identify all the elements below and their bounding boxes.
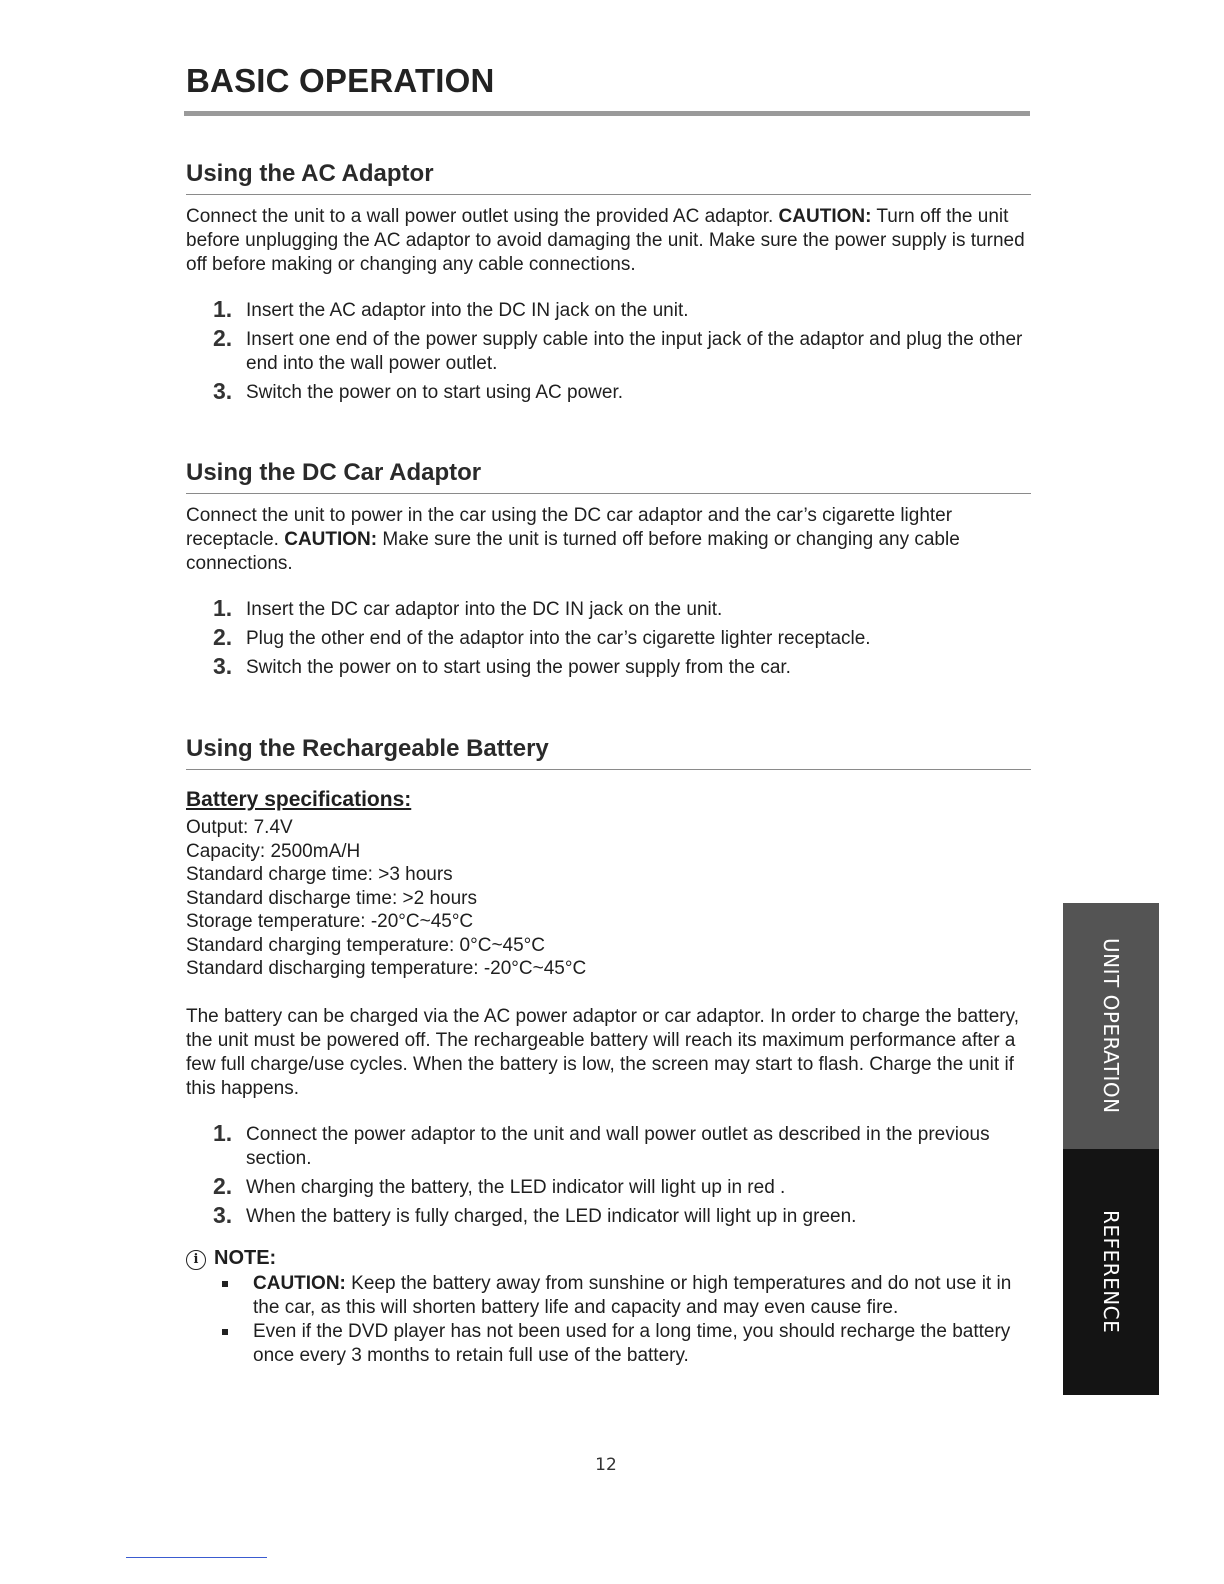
note-caution-label: CAUTION: xyxy=(253,1272,346,1294)
list-item xyxy=(186,1201,1031,1229)
title-rule xyxy=(184,111,1030,116)
step-number: 1. xyxy=(213,595,233,621)
side-tab-label: REFERENCE xyxy=(1099,1210,1123,1334)
section-ac-adaptor xyxy=(186,160,1031,410)
list-item xyxy=(186,1119,1031,1171)
note-heading xyxy=(186,1247,1031,1270)
battery-paragraph: The battery can be charged via the AC power adaptor or car adaptor. In order to charge the battery, the unit must be powered off. The rechargeable battery will reach its maximum performance after a few full charge/use cycles. When the battery is low, the screen may start to flash. Charge the unit if this happens. xyxy=(186,1005,1019,1099)
side-tab-unit-operation[interactable] xyxy=(1063,903,1159,1149)
step-text: Insert one end of the power supply cable into the input jack of the adaptor and plug the other end into the wall power outlet. xyxy=(246,329,1023,374)
ac-steps xyxy=(186,296,1031,405)
list-item xyxy=(186,1320,1031,1368)
step-text: When the battery is fully charged, the LED indicator will light up in green. xyxy=(246,1205,857,1227)
spec-discharge-time: Standard discharge time: >2 hours xyxy=(186,887,477,909)
section-heading-dc: Using the DC Car Adaptor xyxy=(186,459,1031,494)
step-text: Switch the power on to start using AC power. xyxy=(246,382,624,403)
list-item xyxy=(186,1172,1031,1200)
spec-charging-temperature: Standard charging temperature: 0°C~45°C xyxy=(186,934,545,956)
ac-caution-label: CAUTION: xyxy=(778,206,872,227)
section-dc-car-adaptor xyxy=(186,459,1031,685)
side-tab-label: UNIT OPERATION xyxy=(1099,938,1123,1114)
dc-intro xyxy=(186,504,1031,576)
step-text: Plug the other end of the adaptor into the car’s cigarette lighter receptacle. xyxy=(246,628,871,649)
ac-intro xyxy=(186,205,1031,277)
step-text: When charging the battery, the LED indicator will light up in red . xyxy=(246,1176,786,1198)
step-text: Insert the DC car adaptor into the DC IN jack on the unit. xyxy=(246,599,723,620)
list-item xyxy=(186,325,1031,376)
step-number: 1. xyxy=(213,296,233,322)
dc-caution-label: CAUTION: xyxy=(284,529,378,550)
dc-steps xyxy=(186,595,1031,680)
list-item xyxy=(186,624,1031,651)
info-icon: i xyxy=(186,1250,206,1270)
ac-intro-text: Connect the unit to a wall power outlet using the provided AC adaptor. xyxy=(186,206,779,227)
step-number: 3. xyxy=(213,1201,233,1228)
step-number: 3. xyxy=(213,378,233,404)
spec-storage-temperature: Storage temperature: -20°C~45°C xyxy=(186,911,474,932)
step-number: 2. xyxy=(213,624,233,650)
step-number: 3. xyxy=(213,653,233,679)
step-text: Connect the power adaptor to the unit and wall power outlet as described in the previous section. xyxy=(246,1123,990,1169)
battery-steps xyxy=(186,1119,1031,1229)
battery-spec-list xyxy=(186,816,1031,981)
step-text: Insert the AC adaptor into the DC IN jack on the unit. xyxy=(246,300,689,321)
list-item xyxy=(186,595,1031,622)
step-number: 1. xyxy=(213,1119,233,1146)
footer-rule xyxy=(126,1557,267,1558)
step-text: Switch the power on to start using the power supply from the car. xyxy=(246,657,791,678)
note-label: NOTE: xyxy=(214,1246,277,1269)
spec-discharging-temperature: Standard discharging temperature: -20°C~45°C xyxy=(186,958,587,979)
list-item xyxy=(186,1272,1031,1320)
step-number: 2. xyxy=(213,325,233,351)
note-list xyxy=(186,1272,1031,1368)
side-tab-reference[interactable] xyxy=(1063,1149,1159,1395)
ac-intro-caution-text: Turn off the unit before unplugging the AC adaptor to avoid damaging the unit. Make sure the power supply is turned off before making or changing any cable connections. xyxy=(186,206,1025,275)
dc-intro-caution-text: Make sure the unit is turned off before making or changing any cable connections. xyxy=(186,529,960,574)
note-text: Keep the battery away from sunshine or high temperatures and do not use it in the car, as this will shorten battery life and capacity and may even cause fire. xyxy=(253,1272,1012,1318)
list-item xyxy=(186,296,1031,323)
section-rechargeable-battery xyxy=(186,735,1031,1368)
list-item xyxy=(186,378,1031,405)
section-heading-ac: Using the AC Adaptor xyxy=(186,160,1031,195)
spec-capacity: Capacity: 2500mA/H xyxy=(186,840,361,862)
list-item xyxy=(186,653,1031,680)
dc-intro-text: Connect the unit to power in the car using the DC car adaptor and the car’s cigarette lighter receptacle. xyxy=(186,505,953,550)
spec-charge-time: Standard charge time: >3 hours xyxy=(186,864,453,885)
page-title: BASIC OPERATION xyxy=(186,62,495,99)
step-number: 2. xyxy=(213,1172,233,1199)
battery-spec-heading: Battery specifications: xyxy=(186,788,412,811)
page-number: 12 xyxy=(595,1455,617,1475)
note-text: Even if the DVD player has not been used for a long time, you should recharge the battery once every 3 months to retain full use of the battery. xyxy=(253,1320,1011,1366)
spec-output: Output: 7.4V xyxy=(186,817,293,838)
section-heading-battery: Using the Rechargeable Battery xyxy=(186,735,1031,770)
